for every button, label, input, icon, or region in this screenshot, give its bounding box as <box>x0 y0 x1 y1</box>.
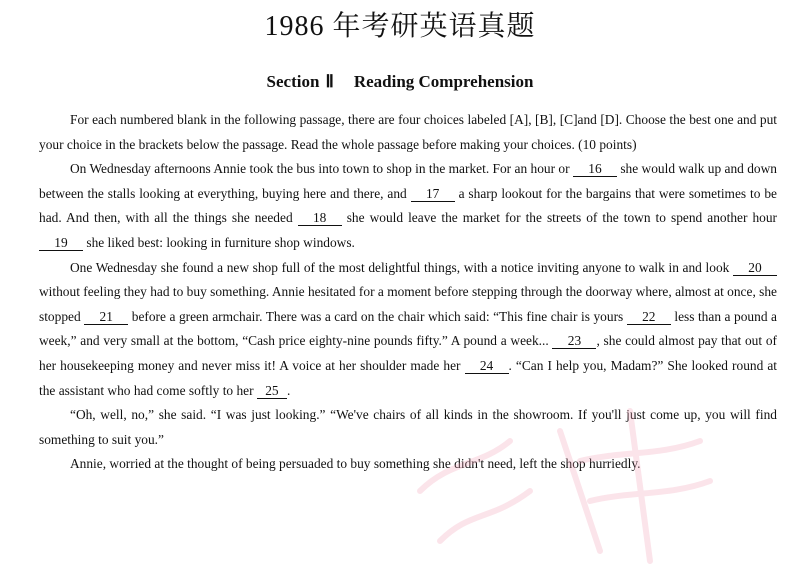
passage-paragraph-4: Annie, worried at the thought of being persuaded to buy something she didn't need, left the shop hurriedly. <box>70 456 641 472</box>
blank-20[interactable]: 20 <box>733 260 777 276</box>
blank-18[interactable]: 18 <box>298 210 342 226</box>
section-number: Ⅱ <box>325 72 334 91</box>
blank-19[interactable]: 19 <box>39 235 83 251</box>
section-label: Section <box>266 72 320 91</box>
blank-25[interactable]: 25 <box>257 383 287 399</box>
passage-paragraph-1 <box>39 157 777 255</box>
passage-text: without feeling they had to buy something. Annie hesitated for a moment before stepping through the doorway where, almost at once, she stopped <box>39 284 777 324</box>
blank-21[interactable]: 21 <box>84 309 128 325</box>
passage-text: . <box>286 382 291 398</box>
passage-paragraph-3: “Oh, well, no,” she said. “I was just looking.” “We've chairs of all kinds in the showroom. If you'll just come up, you will find something to suit you.” <box>39 407 777 447</box>
passage-text: One Wednesday she found a new shop full of the most delightful things, with a notice inviting anyone to walk in and look <box>70 259 730 275</box>
passage-text: On Wednesday afternoons Annie took the bus into town to shop in the market. For an hour or <box>70 161 570 177</box>
passage-text: a sharp lookout for the bargains that were sometimes to be had. And then, with all the things she needed <box>39 185 777 226</box>
blank-23[interactable]: 23 <box>552 333 596 349</box>
passage-text: . “Can I help you, Madam?” She looked round at the assistant who had come softly to her <box>39 357 777 398</box>
blank-17[interactable]: 17 <box>411 186 455 202</box>
page-title: 1986 年考研英语真题 <box>264 11 536 42</box>
passage-text: , she could almost pay that out of her housekeeping money and never miss it! A voice at her shoulder made her <box>39 333 777 373</box>
passage-body <box>39 108 777 477</box>
passage-text: she liked best: looking in furniture shop windows. <box>86 234 355 250</box>
blank-24[interactable]: 24 <box>465 358 509 374</box>
blank-22[interactable]: 22 <box>627 309 671 325</box>
section-name: Reading Comprehension <box>353 72 534 91</box>
passage-text: she would walk up and down between the stalls looking at everything, buying here and there, and <box>39 161 777 201</box>
passage-paragraph-2 <box>39 256 777 404</box>
blank-16[interactable]: 16 <box>573 161 617 177</box>
passage-text: she would leave the market for the streets of the town to spend another hour <box>346 210 777 226</box>
passage-text: before a green armchair. There was a card on the chair which said: “This fine chair is yours <box>131 308 624 324</box>
section-heading <box>0 72 800 92</box>
passage-text: less than a pound a week,” and very small at the bottom, “Cash price eighty-nine pounds fifty.” A pound a week... <box>39 308 777 349</box>
instructions-paragraph: For each numbered blank in the following passage, there are four choices labeled [A], [B], [C]and [D]. Choose the best one and put your choice in the brackets below the passage. Read the whole passage before making your choices. (10 points) <box>39 112 777 152</box>
